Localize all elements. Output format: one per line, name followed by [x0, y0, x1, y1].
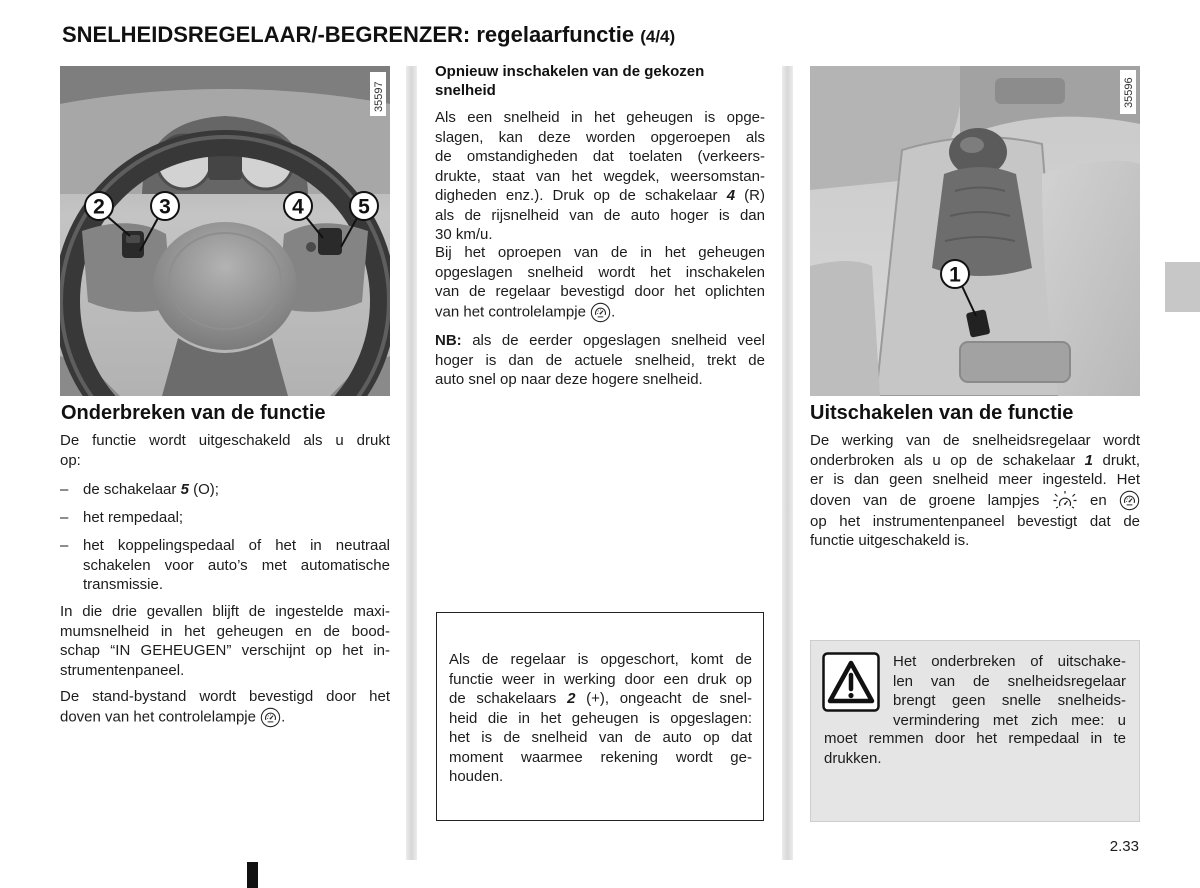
list-item-text — [83, 480, 390, 500]
text-line — [83, 480, 390, 500]
text-line: moet remmen door het rempedaal in te — [824, 730, 1126, 747]
text-line: hoger is dan de actuele snelheid, trekt de — [435, 351, 765, 369]
text-line: snelheid — [435, 82, 496, 99]
center-console-figure — [810, 66, 1140, 396]
column-divider — [782, 66, 793, 860]
callout-number: 2 — [93, 195, 105, 219]
text-line: drukken. — [824, 749, 882, 767]
list-dash: – — [60, 537, 69, 554]
column-divider — [406, 66, 417, 860]
note-text — [449, 650, 752, 787]
switch-number: 2 — [567, 690, 576, 707]
warning-text — [824, 729, 1126, 768]
text-line: van de regelaar bevestigd door het oplichten — [435, 283, 765, 300]
paragraph — [60, 431, 390, 470]
text-line: functie uitgeschakeld is. — [810, 532, 970, 549]
page-title — [62, 21, 675, 51]
cruise-control-icon — [1119, 490, 1140, 511]
switch-number: 1 — [1084, 451, 1093, 469]
page-title-text: SNELHEIDSREGELAAR/-BEGRENZER: regelaarfunctie — [62, 22, 635, 47]
text-segment: van het controlelampje — [435, 302, 591, 320]
text-line: het koppelingspedaal of het in neutraal — [83, 537, 390, 554]
text-line: heid die in het geheugen is opgeslagen: — [449, 709, 752, 727]
text-line — [435, 331, 765, 351]
text-line — [810, 451, 1140, 471]
text-line: Het onderbreken of uitschake- — [893, 653, 1126, 670]
paragraph — [60, 602, 390, 680]
text-line: auto snel op naar deze hogere snelheid. — [435, 371, 703, 388]
text-line: op het instrumentenpaneel bevestigt dat de — [810, 512, 1140, 530]
text-line: mumsnelheid in het geheugen en de bood- — [60, 622, 390, 640]
text-line: slagen, kan deze worden opgeroepen als — [435, 128, 765, 146]
steering-wheel-figure — [60, 66, 390, 396]
text-line: de omstandigheden dat toelaten (verkeers- — [435, 148, 765, 165]
text-line — [435, 186, 765, 206]
text-segment: de schakelaars — [449, 690, 568, 707]
figure-code: 35596 — [1123, 77, 1135, 108]
list-item — [60, 480, 390, 500]
text-line: als de rijsnelheid van de auto hoger is dan — [435, 206, 765, 224]
paragraph — [810, 431, 1140, 551]
text-segment: (+), ongeacht de snel- — [575, 690, 752, 707]
text-line: schap “IN GEHEUGEN” verschijnt op het in- — [60, 642, 390, 659]
print-mark — [247, 862, 258, 888]
text-line: schakelen voor auto’s met automatische — [83, 556, 390, 574]
text-segment: . — [611, 302, 616, 320]
list-item — [60, 508, 390, 528]
bold-label: NB: — [435, 332, 462, 349]
text-segment: drukt, — [1092, 451, 1140, 469]
list-dash: – — [60, 509, 69, 526]
text-line: opgeslagen snelheid wordt het inschakelen — [435, 263, 765, 281]
paragraph — [60, 687, 390, 728]
text-line — [435, 302, 765, 323]
text-line: houden. — [449, 768, 504, 785]
text-line — [810, 490, 1140, 512]
text-segment: onderbroken als u op de schakelaar — [810, 451, 1085, 469]
text-line: moment waarmee rekening wordt ge- — [449, 748, 752, 766]
text-line: brengt geen snelle snelheids- — [893, 692, 1126, 709]
section-heading: Onderbreken van de functie — [61, 402, 326, 424]
text-segment: als de eerder opgeslagen snelheid veel — [461, 332, 765, 349]
text-segment: digheden enz.). Druk op de schakelaar — [435, 187, 727, 204]
list-item — [60, 536, 390, 595]
text-line: In die drie gevallen blijft de ingestelde maxi- — [60, 603, 390, 620]
warning-text — [893, 652, 1126, 730]
text-line: 30 km/u. — [435, 226, 493, 243]
list-item-text — [83, 536, 390, 595]
text-segment: . — [281, 707, 286, 725]
cruise-control-icon — [260, 707, 281, 728]
paragraph — [435, 243, 765, 323]
text-line — [449, 689, 752, 709]
text-segment: doven van het controlelampje — [60, 707, 261, 725]
text-line: er is dan geen snelheid meer ingesteld. Het — [810, 471, 1140, 488]
section-tab — [1165, 262, 1200, 312]
callout-number: 5 — [358, 195, 370, 219]
warning-triangle-icon — [822, 652, 880, 712]
text-line: De werking van de snelheidsregelaar wordt — [810, 432, 1140, 449]
text-segment: (R) — [735, 187, 765, 204]
page-number: 2.33 — [1109, 838, 1139, 855]
text-line: Bij het oproepen van de in het geheugen — [435, 244, 765, 261]
text-line: het rempedaal; — [83, 509, 184, 526]
switch-number: 4 — [726, 187, 736, 204]
figure-code: 35597 — [373, 81, 385, 112]
paragraph — [435, 331, 765, 390]
text-line: strumentenpaneel. — [60, 661, 185, 679]
paragraph — [435, 108, 765, 245]
cruise-control-icon — [590, 302, 611, 323]
text-line: drukte, staat van het wegdek, weersomstan- — [435, 167, 765, 185]
section-heading: Uitschakelen van de functie — [810, 402, 1074, 424]
list-item-text — [83, 508, 390, 528]
text-line: het is de snelheid van de auto op dat — [449, 729, 752, 746]
text-line: Als een snelheid in het geheugen is opge- — [435, 109, 765, 126]
text-line: op: — [60, 451, 81, 469]
callout-number: 3 — [159, 195, 171, 219]
text-line: Opnieuw inschakelen van de gekozen — [435, 63, 705, 80]
text-line: transmissie. — [83, 576, 164, 593]
text-segment: doven van de groene lampjes — [810, 491, 1052, 509]
text-line: vermindering met zich mee: u — [893, 711, 1126, 729]
callout-number: 1 — [949, 263, 961, 287]
switch-number: 5 — [180, 481, 189, 498]
text-line: len van de snelheidsregelaar — [893, 672, 1126, 690]
cruise-control-lamp-icon — [1052, 490, 1078, 512]
page-title-part: (4/4) — [640, 27, 676, 46]
subsection-heading — [435, 62, 765, 100]
text-line — [60, 707, 390, 728]
text-segment: de schakelaar — [83, 481, 181, 498]
text-line: Als de regelaar is opgeschort, komt de — [449, 651, 752, 668]
text-segment: en — [1077, 491, 1119, 509]
text-line: De stand-bystand wordt bevestigd door het — [60, 688, 390, 705]
callout-number: 4 — [292, 195, 304, 219]
list-dash: – — [60, 481, 69, 498]
text-line: functie weer in werking door een druk op — [449, 670, 752, 688]
text-segment: (O); — [188, 481, 219, 498]
text-line: De functie wordt uitgeschakeld als u drukt — [60, 432, 390, 449]
